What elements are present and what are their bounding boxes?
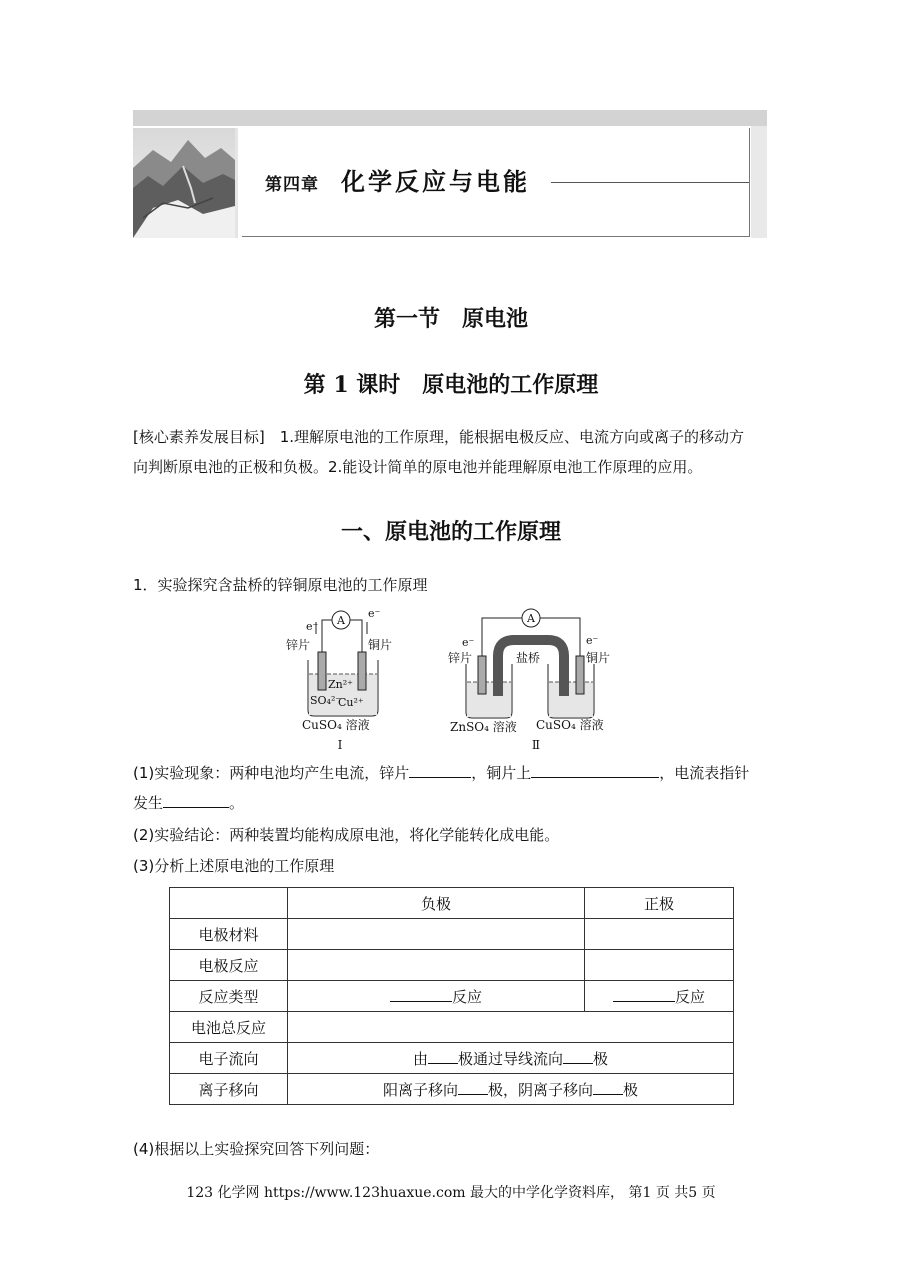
ion-migration-text-1: 阳离子移向 [382,1080,458,1099]
cell-2-zinc-label: 锌片 [448,651,473,665]
anion-target-blank[interactable] [593,1080,623,1095]
ion-migration-text-3: 极 [623,1080,639,1099]
objectives [133,422,773,482]
table-header-positive: 正极 [585,888,734,919]
table-row [170,919,734,950]
negative-reaction-cell[interactable] [288,950,585,981]
banner-line [551,182,749,183]
cation-target-blank[interactable] [458,1080,488,1095]
item-1: 1．实验探究含盐桥的锌铜原电池的工作原理 [133,576,428,594]
chapter-banner [133,110,767,238]
q1-text-4: 发生 [133,794,164,812]
row-label-electron-flow: 电子流向 [170,1043,288,1074]
electron-flow-text-1: 由 [412,1049,428,1068]
cell-1-solution-label: CuSO₄ 溶液 [302,718,370,732]
overall-reaction-cell[interactable] [288,1012,734,1043]
negative-reaction-type-cell [288,981,585,1012]
electron-from-blank[interactable] [428,1049,458,1064]
cell-2-numeral: Ⅱ [531,738,541,752]
banner-side-bar [751,126,767,238]
table-header-negative: 负极 [288,888,585,919]
electron-flow-text-2: 极通过导线流向 [457,1049,563,1068]
table-row [170,981,734,1012]
table-row [170,1043,734,1074]
cell-1-cu-ion: Cu²⁺ [338,696,364,709]
cell-1-copper-label: 铜片 [368,638,393,652]
page-footer: 123 化学网 https://www.123huaxue.com 最大的中学化学资料库， 第1 页 共5 页 [186,1185,716,1201]
ion-migration-text-2: 极，阴离子移向 [487,1080,593,1099]
row-label-electrode-reaction: 电极反应 [170,950,288,981]
question-4: (4)根据以上实验探究回答下列问题： [133,1140,380,1158]
cell-2-electron-right: e⁻ [586,634,599,647]
q1-text-2: ，铜片上 [471,764,532,782]
cell-2-bridge-label: 盐桥 [516,651,541,665]
cell-1-zn-ion: Zn²⁺ [328,678,353,691]
cell-1-diagram [286,607,392,752]
cell-1-ammeter-label: A [337,614,345,627]
question-2: (2)实验结论：两种装置均能构成原电池，将化学能转化成电能。 [133,826,560,844]
q1-text-1: (1)实验现象：两种电池均产生电流，锌片 [133,764,410,782]
ammeter-deflection-blank[interactable] [163,793,229,808]
copper-phenomenon-blank[interactable] [531,763,659,778]
row-label-overall-reaction: 电池总反应 [170,1012,288,1043]
electron-to-blank[interactable] [563,1049,593,1064]
mountain-image [133,128,238,238]
positive-type-blank[interactable] [613,987,675,1002]
cell-1-so4-ion: SO₄²⁻ [310,694,342,707]
cell-2-ammeter-label: A [527,612,535,625]
table-header-blank [170,888,288,919]
row-label-reaction-type: 反应类型 [170,981,288,1012]
q1-text-5: 。 [229,794,245,812]
negative-material-cell[interactable] [288,919,585,950]
cell-2-electron-left: e⁻ [462,636,475,649]
cell-2-copper-label: 铜片 [586,651,611,665]
chapter-label: 第四章 [265,175,319,195]
question-1-line-2 [133,788,773,818]
positive-reaction-cell[interactable] [585,950,734,981]
negative-type-suffix: 反应 [451,987,482,1006]
chapter-title: 化学反应与电能 [341,168,530,196]
cell-1-electron-right: e⁻ [368,607,381,620]
electron-flow-text-3: 极 [593,1049,609,1068]
electron-flow-cell [288,1043,734,1074]
lesson-title: 第 1 课时 原电池的工作原理 [303,372,599,398]
principle-table [169,887,734,1105]
cell-1-numeral: Ⅰ [337,738,343,752]
cell-2-diagram [448,609,610,752]
objectives-line-2: 向判断原电池的正极和负极。2.能设计简单的原电池并能理解原电池工作原理的应用。 [133,458,703,476]
row-label-electrode-material: 电极材料 [170,919,288,950]
negative-type-blank[interactable] [390,987,452,1002]
cell-1-zinc-label: 锌片 [286,638,311,652]
positive-material-cell[interactable] [585,919,734,950]
section-title: 第一节 原电池 [373,306,528,332]
cell-2-cuso4-label: CuSO₄ 溶液 [536,718,604,732]
table-row [170,1074,734,1105]
table-row [170,1012,734,1043]
question-1-line-1 [133,758,773,788]
row-label-ion-migration: 离子移向 [170,1074,288,1105]
positive-reaction-type-cell [585,981,734,1012]
question-1 [133,758,773,818]
question-3: (3)分析上述原电池的工作原理 [133,857,335,875]
banner-top-bar [133,110,767,126]
zinc-phenomenon-blank[interactable] [409,763,471,778]
heading-working-principle: 一、原电池的工作原理 [340,519,561,545]
cell-1-electron-left: e⁻ [306,620,319,633]
objectives-line-1: [核心素养发展目标] 1.理解原电池的工作原理，能根据电极反应、电流方向或离子的移动方 [133,428,745,446]
table-row [170,950,734,981]
table-header-row [170,888,734,919]
cell-2-znso4-label: ZnSO₄ 溶液 [450,720,517,734]
q1-text-3: ，电流表指针 [659,764,750,782]
positive-type-suffix: 反应 [674,987,705,1006]
galvanic-cell-figure [270,604,630,754]
ion-migration-cell [288,1074,734,1105]
